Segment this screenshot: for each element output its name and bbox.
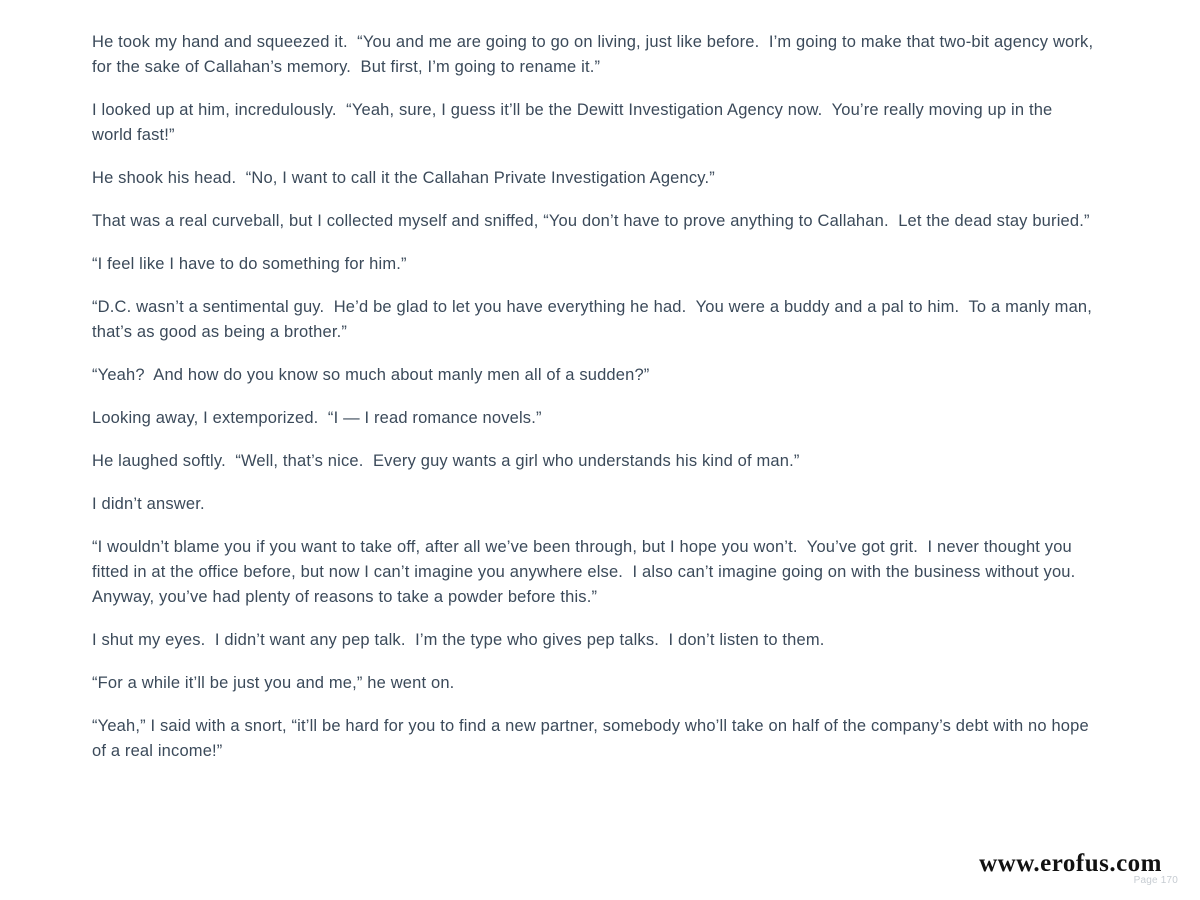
paragraph: “Yeah,” I said with a snort, “it’ll be hard for you to find a new partner, somebody who’ll take on half of the company’s debt with no hope of a real income!” xyxy=(92,717,1094,760)
paragraph: He shook his head. “No, I want to call it the Callahan Private Investigation Agency.” xyxy=(92,169,715,187)
paragraph: “For a while it’ll be just you and me,” he went on. xyxy=(92,674,455,692)
paragraph: “I wouldn’t blame you if you want to take off, after all we’ve been through, but I hope you won’t. You’ve got grit. I never thought you fitted in at the office before, but now I can’t imagine you anywhere else. I also can’t imagine going on with the business without you. Anyway, you’ve had plenty of reasons to take a powder before this.” xyxy=(92,538,1084,606)
paragraph: He laughed softly. “Well, that’s nice. Every guy wants a girl who understands his kind of man.” xyxy=(92,452,800,470)
paragraph: I looked up at him, incredulously. “Yeah, sure, I guess it’ll be the Dewitt Investigation Agency now. You’re really moving up in the world fast!” xyxy=(92,101,1058,144)
watermark: www.erofus.com xyxy=(979,850,1162,877)
paragraph: I shut my eyes. I didn’t want any pep talk. I’m the type who gives pep talks. I don’t listen to them. xyxy=(92,631,825,649)
paragraph: “I feel like I have to do something for him.” xyxy=(92,255,407,273)
paragraph: “Yeah? And how do you know so much about manly men all of a sudden?” xyxy=(92,366,650,384)
page-text-body xyxy=(92,30,1096,782)
paragraph: “D.C. wasn’t a sentimental guy. He’d be glad to let you have everything he had. You were a buddy and a pal to him. To a manly man, that’s as good as being a brother.” xyxy=(92,298,1097,341)
paragraph: I didn’t answer. xyxy=(92,495,205,513)
page-number: Page 170 xyxy=(1133,875,1178,886)
paragraph: That was a real curveball, but I collected myself and sniffed, “You don’t have to prove anything to Callahan. Let the dead stay buried.” xyxy=(92,212,1090,230)
paragraph: He took my hand and squeezed it. “You and me are going to go on living, just like before. I’m going to make that two-bit agency work, for the sake of Callahan’s memory. But first, I’m going to rename it.” xyxy=(92,33,1098,76)
paragraph: Looking away, I extemporized. “I — I read romance novels.” xyxy=(92,409,542,427)
